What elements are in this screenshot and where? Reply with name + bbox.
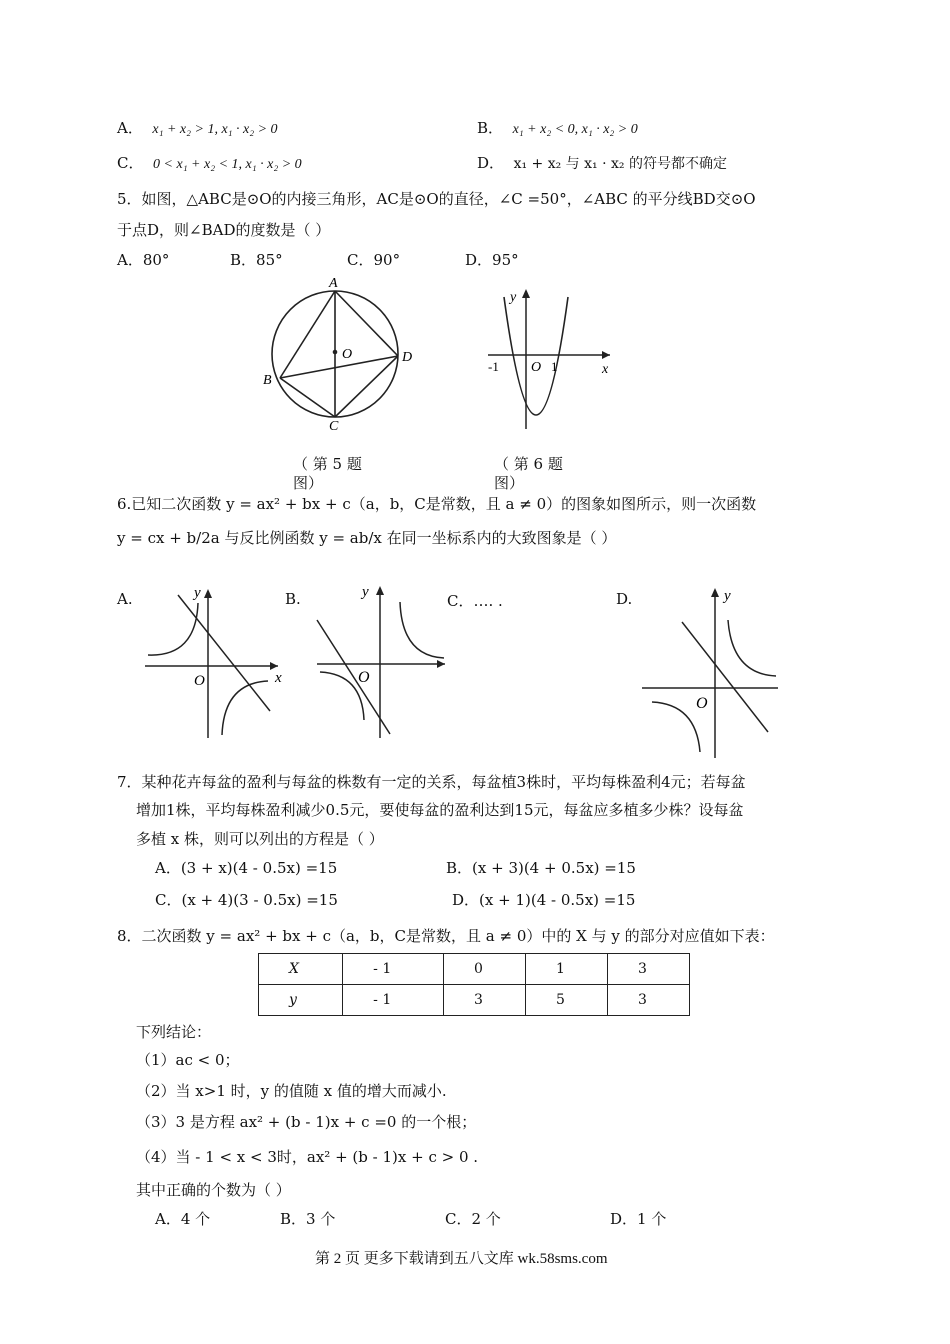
- label-y: y: [510, 290, 517, 305]
- y-axis-arrow: [522, 289, 530, 298]
- q8-conclusions-title: 下列结论：: [136, 1023, 212, 1041]
- table-cell: - 1: [343, 985, 444, 1016]
- q7-stem-line3: 多植 x 株，则可以列出的方程是（ ）: [136, 830, 384, 848]
- q8-conclusion-3: （3）3 是方程 ax² + (b - 1)x + c =0 的一个根；: [136, 1113, 477, 1131]
- table-cell: X: [259, 954, 343, 985]
- graph-b-label-y: y: [362, 584, 369, 600]
- graph-a-x-arrow: [270, 662, 278, 670]
- figure-6-parabola: [480, 283, 620, 433]
- table-cell: 3: [443, 985, 525, 1016]
- q6-option-c-label: C．…. .: [447, 592, 503, 610]
- graph-b-label-origin: O: [358, 669, 370, 686]
- graph-a-label-origin: O: [194, 673, 205, 689]
- graph-a-label-y: y: [194, 585, 201, 601]
- label-point-d: D: [402, 350, 413, 365]
- q6-option-a-label: A.: [117, 590, 133, 608]
- graph-d-hyperbola-branch-1: [728, 620, 776, 676]
- table-row-x: [259, 954, 690, 985]
- table-row-y: [259, 985, 690, 1016]
- figure-5-caption-line2: 图）: [293, 474, 324, 492]
- table-cell: 3: [607, 985, 689, 1016]
- parabola-curve: [504, 297, 568, 415]
- q4-option-d: D． x₁ + x₂ 与 x₁ · x₂ 的符号都不确定: [477, 154, 727, 172]
- graph-a-label-x: x: [275, 670, 282, 686]
- label-point-o: O: [342, 347, 353, 362]
- center-point-o: [333, 350, 338, 355]
- q5-option-c: C．90°: [347, 251, 401, 269]
- table-cell: 0: [443, 954, 525, 985]
- graph-b-line: [317, 620, 390, 734]
- q8-option-a: A．4 个: [155, 1210, 211, 1228]
- q8-conclusion-4: （4）当 - 1 < x < 3时，ax² + (b - 1)x + c > 0 .: [136, 1148, 479, 1166]
- q8-stem: 8．二次函数 y = ax² + bx + c（a，b，C是常数，且 a ≠ 0）中的 X 与 y 的部分对应值如下表：: [117, 927, 775, 945]
- q7-option-b: B．(x + 3)(4 + 0.5x) =15: [446, 859, 636, 877]
- q4-option-c: C． 0 < x₁ + x₂ < 1, x₁ · x₂ > 0: [117, 154, 302, 172]
- label-origin: O: [531, 360, 542, 375]
- q8-conclusion-1: （1）ac < 0；: [136, 1051, 240, 1069]
- graph-a-hyperbola-branch-2: [222, 681, 268, 735]
- q4-option-a: A． x₁ + x₂ > 1, x₁ · x₂ > 0: [117, 119, 278, 137]
- graph-d-label-y: y: [724, 588, 731, 604]
- figure-5-circle-diagram: [255, 270, 430, 435]
- q7-stem-line2: 增加1株，平均每株盈利减少0.5元，要使每盆的盈利达到15元，每盆应多植多少株？设每盆: [136, 801, 744, 819]
- x-axis-arrow: [602, 351, 610, 359]
- table-cell: 1: [525, 954, 607, 985]
- q8-value-table: [258, 953, 690, 1016]
- q7-option-c: C．(x + 4)(3 - 0.5x) =15: [155, 891, 338, 909]
- q6-option-b-label: B.: [285, 590, 301, 608]
- graph-a-line: [178, 595, 270, 711]
- q5-option-d: D．95°: [465, 251, 519, 269]
- table-cell: - 1: [343, 954, 444, 985]
- q6-graph-d: [640, 582, 780, 760]
- q7-option-a: A．(3 + x)(4 - 0.5x) =15: [155, 859, 338, 877]
- q8-option-c: C．2 个: [445, 1210, 501, 1228]
- segment-bd: [280, 356, 398, 378]
- q7-stem-line1: 7．某种花卉每盆的盈利与每盆的株数有一定的关系，每盆植3株时，平均每株盈利4元；若每盆: [117, 773, 746, 791]
- q6-stem-line2: y = cx + b/2a 与反比例函数 y = ab/x 在同一坐标系内的大致图象是（ ）: [117, 529, 617, 547]
- label-minus-one: -1: [488, 359, 499, 374]
- q6-stem-line1: 6.已知二次函数 y = ax² + bx + c（a，b，C是常数，且 a ≠ 0）的图象如图所示，则一次函数: [117, 495, 757, 513]
- graph-a-y-arrow: [204, 589, 212, 598]
- q6-graph-a: [140, 583, 290, 741]
- graph-b-x-arrow: [437, 660, 445, 668]
- q8-option-b: B．3 个: [280, 1210, 336, 1228]
- graph-d-hyperbola-branch-2: [652, 702, 700, 752]
- q5-stem-line1: 5．如图，△ABC是⊙O的内接三角形，AC是⊙O的直径，∠C =50°，∠ABC 的平分线BD交⊙O: [117, 190, 756, 208]
- label-one: 1: [551, 359, 558, 374]
- q7-option-d: D．(x + 1)(4 - 0.5x) =15: [452, 891, 636, 909]
- q5-stem-line2: 于点D，则∠BAD的度数是（ ）: [117, 221, 331, 239]
- graph-b-hyperbola-branch-1: [400, 602, 444, 658]
- q6-option-d-label: D.: [616, 590, 633, 608]
- q8-option-d: D．1 个: [610, 1210, 667, 1228]
- q5-option-a: A．80°: [117, 251, 170, 269]
- q5-option-b: B．85°: [230, 251, 283, 269]
- table-cell: 3: [607, 954, 689, 985]
- label-point-b: B: [263, 373, 272, 388]
- graph-d-y-arrow: [711, 588, 719, 597]
- table-cell: y: [259, 985, 343, 1016]
- segment-ab: [280, 291, 335, 378]
- table-cell: 5: [525, 985, 607, 1016]
- graph-b-y-arrow: [376, 586, 384, 595]
- q8-question: 其中正确的个数为（ ）: [136, 1181, 291, 1199]
- label-point-c: C: [329, 419, 339, 434]
- q8-conclusion-2: （2）当 x>1 时，y 的值随 x 值的增大而减小.: [136, 1082, 447, 1100]
- figure-5-caption-line1: （ 第 5 题: [293, 455, 362, 473]
- q4-option-b: B． x₁ + x₂ < 0, x₁ · x₂ > 0: [477, 119, 638, 137]
- page-footer: 第 2 页 更多下载请到五八文库 wk.58sms.com: [315, 1251, 608, 1267]
- label-point-a: A: [329, 276, 338, 291]
- graph-d-line: [682, 622, 768, 732]
- label-x: x: [602, 362, 609, 377]
- figure-6-caption-line2: 图）: [494, 474, 525, 492]
- graph-d-label-origin: O: [696, 695, 708, 712]
- figure-6-caption-line1: （ 第 6 题: [494, 455, 563, 473]
- q6-graph-b: [312, 580, 447, 740]
